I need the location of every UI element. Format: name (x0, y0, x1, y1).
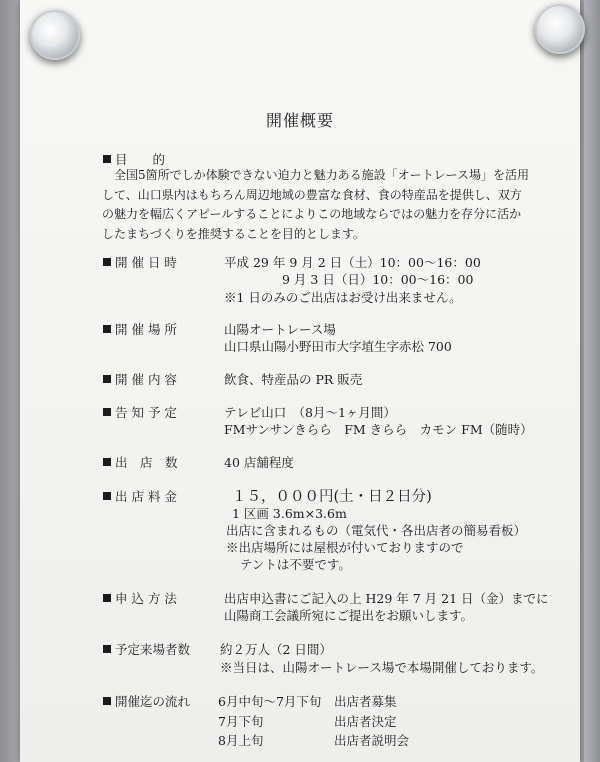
apply-line-1: 出店申込書にご記入の上 H29 年 7 月 21 日（金）までに (224, 591, 549, 606)
visitors-line-1: 約２万人（2 日間） (220, 642, 332, 657)
venue-line-2: 山口県山陽小野田市大字埴生字赤松 700 (224, 339, 452, 354)
notice-line-2: FMサンサンきらら FM きらら カモン FM（随時） (224, 422, 533, 437)
magnet-left (30, 10, 80, 60)
flow-task-3: 出店者説明会 (334, 733, 410, 748)
flow-task-2: 出店者決定 (334, 714, 397, 729)
schedule-line-1: 平成 29 年 9 月 2 日（土）10：00～16：00 (224, 255, 481, 270)
flow-task-1: 出店者募集 (334, 694, 397, 709)
section-visitors-heading: 予定来場者数 (103, 640, 190, 658)
magnet-right (535, 4, 585, 54)
fee-line-2: 1 区画 3.6m×3.6m (232, 506, 347, 521)
content-line-1: 飲食、特産品の PR 販売 (224, 372, 363, 387)
fee-line-3: 出店に含まれるもの（電気代・各出店者の簡易看板） (226, 523, 527, 538)
document-title: 開催概要 (265, 111, 334, 130)
section-content-heading: 開 催 内 容 (103, 370, 177, 388)
section-apply-heading: 申 込 方 法 (103, 589, 177, 607)
visitors-note: ※当日は、山陽オートレース場で本場開催しております。 (220, 660, 544, 675)
flow-period-2: 7月下旬 (218, 714, 264, 729)
flow-period-1: 6月中旬～7月下旬 (218, 694, 322, 709)
section-stores-heading: 出 店 数 (103, 453, 178, 471)
section-venue-heading: 開 催 場 所 (103, 320, 177, 338)
schedule-note: ※1 日のみのご出店はお受け出来ません。 (224, 290, 462, 305)
apply-line-2: 山陽商工会議所宛にご提出をお願いします。 (224, 608, 474, 623)
venue-line-1: 山陽オートレース場 (224, 322, 336, 337)
section-flow-heading: 開催迄の流れ (103, 692, 190, 710)
notice-line-1: テレビ山口 （8月～1ヶ月間） (224, 405, 396, 420)
stores-line-1: 40 店舗程度 (224, 455, 294, 470)
section-purpose-heading: 目 的 (103, 150, 165, 168)
section-notice-heading: 告 知 予 定 (103, 403, 177, 421)
purpose-text: 全国5箇所でしか体験できない迫力と魅力ある施設「オートレース場」を活用して、山口県内はもちろん周辺地域の豊富な食材、食の特産品を提供し、双方の魅力を幅広くアピールすることによりこの地域ならではの魅力を存分に活かしたまちづくりを推奨することを目的とします。 (102, 168, 530, 241)
flow-period-3: 8月上旬 (218, 733, 264, 748)
fee-note-2: テントは不要です。 (240, 557, 351, 572)
section-fee-heading: 出 店 料 金 (103, 487, 177, 505)
fee-line-1: １５，０００円(土・日２日分) (232, 489, 432, 505)
fee-note-1: ※出店場所には屋根が付いておりますので (226, 540, 464, 555)
section-schedule-heading: 開 催 日 時 (103, 253, 177, 271)
schedule-line-2: 9 月 3 日（日）10：00～16：00 (282, 272, 474, 287)
